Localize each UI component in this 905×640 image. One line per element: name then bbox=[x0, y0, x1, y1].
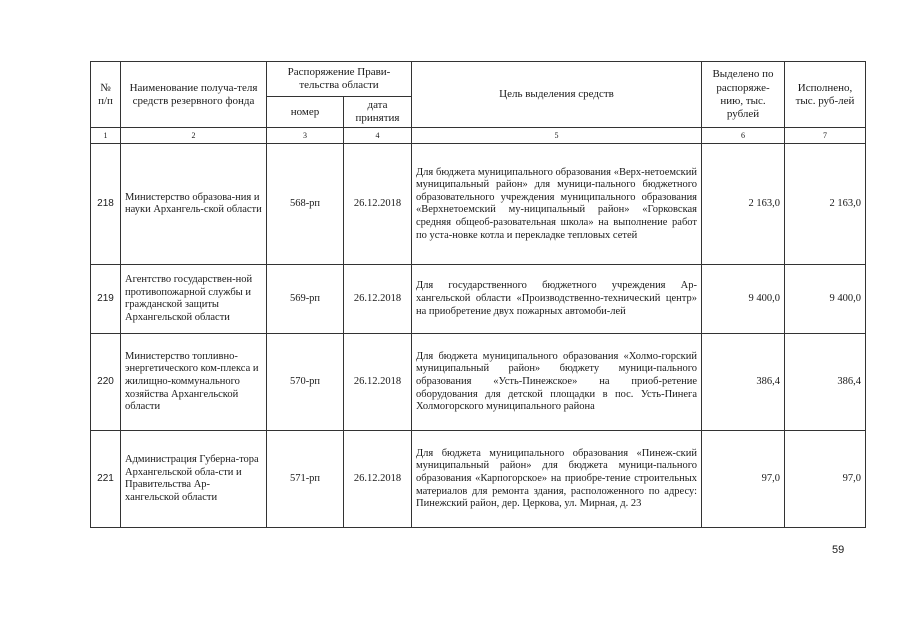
row-executed: 386,4 bbox=[785, 334, 866, 431]
row-allocated: 9 400,0 bbox=[702, 265, 785, 334]
row-order-no: 569-рп bbox=[267, 265, 344, 334]
row-allocated: 386,4 bbox=[702, 334, 785, 431]
row-executed: 97,0 bbox=[785, 431, 866, 528]
row-num: 218 bbox=[91, 144, 121, 265]
row-num: 220 bbox=[91, 334, 121, 431]
row-allocated: 2 163,0 bbox=[702, 144, 785, 265]
row-num: 221 bbox=[91, 431, 121, 528]
row-executed: 2 163,0 bbox=[785, 144, 866, 265]
row-purpose: Для бюджета муниципального образования «Холмо-горский муниципальный район» бюджету муници-пального образования «Усть-Пинежское» на приоб-ретение оборудования для детской площадки в пос. Усть-Пинега Холмогорского муниципального района bbox=[412, 334, 702, 431]
row-recipient: Агентство государствен-ной противопожарной службы и гражданской защиты Архангельской области bbox=[121, 265, 267, 334]
column-number: 5 bbox=[412, 128, 702, 144]
column-number: 3 bbox=[267, 128, 344, 144]
header-num: № п/п bbox=[91, 62, 121, 128]
row-purpose: Для государственного бюджетного учреждения Ар-хангельской области «Производственно-технический центр» на приобретение двух пожарных автомоби-лей bbox=[412, 265, 702, 334]
header-recipient: Наименование получа-теля средств резервного фонда bbox=[121, 62, 267, 128]
row-date: 26.12.2018 bbox=[344, 144, 412, 265]
column-number: 7 bbox=[785, 128, 866, 144]
header-purpose: Цель выделения средств bbox=[412, 62, 702, 128]
column-number: 2 bbox=[121, 128, 267, 144]
header-allocated: Выделено по распоряже-нию, тыс. рублей bbox=[702, 62, 785, 128]
row-recipient: Министерство образова-ния и науки Архангель-ской области bbox=[121, 144, 267, 265]
row-purpose: Для бюджета муниципального образования «Верх-нетоемский муниципальный район» для муници-пального бюджетного образовательного учреждения муниципального образования «Верхнетоемский му-ниципальный район» «Горковская средняя общеоб-разовательная школа» на выполнение работ по уста-новке котла и перекладке тепловых сетей bbox=[412, 144, 702, 265]
header-order: Распоряжение Прави-тельства области bbox=[267, 62, 412, 97]
table-row bbox=[91, 265, 866, 334]
row-date: 26.12.2018 bbox=[344, 334, 412, 431]
column-number: 4 bbox=[344, 128, 412, 144]
table-row bbox=[91, 334, 866, 431]
column-number-row bbox=[91, 128, 866, 144]
row-order-no: 570-рп bbox=[267, 334, 344, 431]
table-row bbox=[91, 144, 866, 265]
row-num: 219 bbox=[91, 265, 121, 334]
column-number: 1 bbox=[91, 128, 121, 144]
column-number: 6 bbox=[702, 128, 785, 144]
table-row bbox=[91, 431, 866, 528]
row-recipient: Министерство топливно-энергетического ком-плекса и жилищно-коммунального хозяйства Архангельской области bbox=[121, 334, 267, 431]
row-date: 26.12.2018 bbox=[344, 431, 412, 528]
row-order-no: 568-рп bbox=[267, 144, 344, 265]
header-order-date: дата принятия bbox=[344, 97, 412, 128]
row-date: 26.12.2018 bbox=[344, 265, 412, 334]
reserve-fund-table bbox=[90, 61, 866, 528]
row-recipient: Администрация Губерна-тора Архангельской обла-сти и Правительства Ар-хангельской области bbox=[121, 431, 267, 528]
row-allocated: 97,0 bbox=[702, 431, 785, 528]
row-purpose: Для бюджета муниципального образования «Пинеж-ский муниципальный район» для бюджета муници-пального образования «Карпогорское» на приобре-тение строительных материалов для ремонта здания, расположенного по адресу: Пинежский район, дер. Церкова, ул. Мирная, д. 23 bbox=[412, 431, 702, 528]
row-executed: 9 400,0 bbox=[785, 265, 866, 334]
header-order-no: номер bbox=[267, 97, 344, 128]
page-number: 59 bbox=[832, 544, 845, 556]
row-order-no: 571-рп bbox=[267, 431, 344, 528]
header-executed: Исполнено, тыс. руб-лей bbox=[785, 62, 866, 128]
